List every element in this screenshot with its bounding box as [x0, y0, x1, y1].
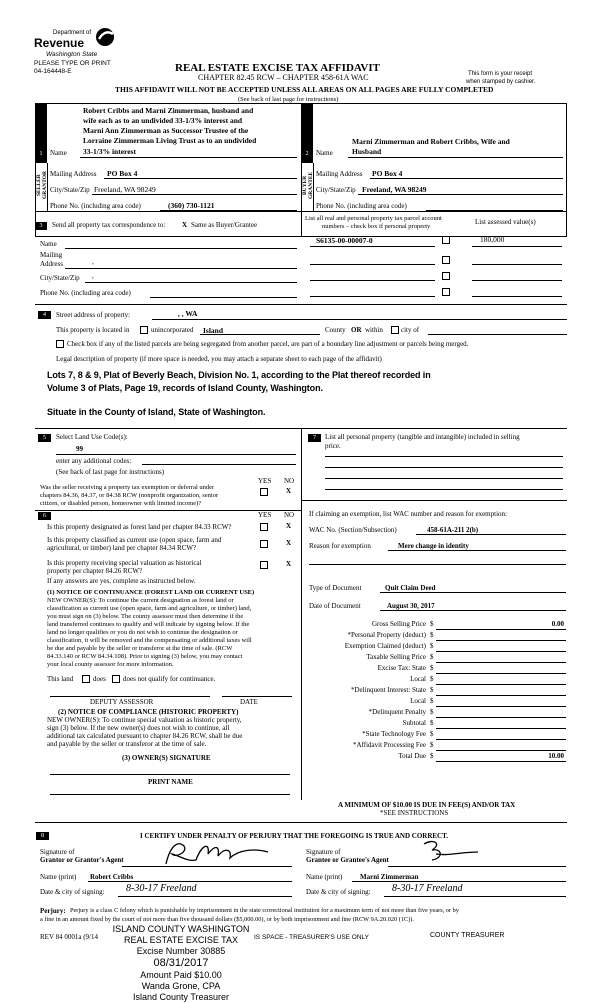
fee-label: *Affidavit Processing Fee	[353, 741, 426, 749]
additional-codes-label: enter any additional codes:	[56, 457, 132, 465]
exemption-label: If claiming an exemption, list WAC number and reason for exemption:	[309, 510, 507, 518]
doc-type-label: Type of Document	[309, 584, 362, 592]
historic-question-1: Is this property receiving special valuation as historical	[47, 559, 202, 567]
parcel-header-2: numbers – check box if personal property	[322, 223, 431, 230]
revenue-logo-icon	[92, 26, 118, 48]
treasurer-use-only: IS SPACE - TREASURER'S USE ONLY	[254, 934, 370, 941]
grantee-signature	[418, 838, 488, 866]
fee-label: *Delinquent Penalty	[368, 708, 426, 716]
open-space-no-x[interactable]: X	[286, 539, 292, 547]
seller-name-line-1: Robert Cribbs and Marni Zimmerman, husband and	[83, 106, 254, 115]
fee-label: Exemption Claimed (deduct)	[344, 642, 426, 650]
buyer-mail-address[interactable]: PO Box 4	[372, 169, 403, 178]
this-land-label: This land	[47, 675, 74, 683]
wac-label: WAC No. (Section/Subsection)	[309, 526, 397, 534]
buyer-name-line-1: Marni Zimmerman and Robert Cribbs, Wife and	[352, 137, 510, 146]
personal-property-label-2: price.	[325, 442, 341, 450]
located-label: This property is located in	[56, 326, 130, 334]
fee-dollar-sign: $	[430, 730, 434, 738]
fee-label: *Personal Property (deduct)	[347, 631, 426, 639]
perjury-label: Perjury:	[40, 907, 66, 915]
buyer-name-line-2[interactable]: Husband	[352, 147, 382, 156]
section-8-number: 8	[36, 832, 49, 840]
notice-continuance-6: classification, it will be removed and the compensating or additional taxes will	[47, 637, 252, 644]
stamp-line-3: Excise Number 30885	[136, 946, 226, 956]
assessor-date-label: DATE	[240, 698, 258, 706]
assessed-value[interactable]: 180,000	[480, 235, 505, 244]
seller-city[interactable]: Freeland, WA 98249	[94, 185, 156, 194]
parcel-personal-checkbox-4[interactable]	[442, 288, 450, 296]
stamp-line-5: Amount Paid $10.00	[140, 970, 222, 980]
stamp-line-2: REAL ESTATE EXCISE TAX	[123, 935, 239, 945]
seller-name-line-3: Marni Ann Zimmerman as Successor Trustee of the	[83, 126, 249, 135]
fee-dollar-sign: $	[430, 686, 434, 694]
section-7-number: 7	[308, 434, 321, 442]
fee-dollar-sign: $	[430, 708, 434, 716]
treasurer-stamp	[106, 924, 256, 1003]
dept-label: Department of	[53, 30, 92, 36]
fee-label: *Delinquent Interest: State	[350, 686, 426, 694]
form-number: 04-164448-E	[34, 68, 72, 75]
seller-mail-label: Mailing Address	[50, 170, 97, 178]
county-treasurer-label: COUNTY TREASURER	[430, 932, 505, 939]
buyer-city[interactable]: Freeland, WA 98249	[362, 185, 427, 194]
receipt-note-2: when stamped by cashier.	[466, 79, 536, 85]
parcel-number[interactable]: S6135-00-00007-0	[316, 236, 373, 245]
grantor-sig-label-1: Signature of	[40, 848, 75, 856]
street-label: Street address of property:	[56, 311, 131, 319]
fee-label: Excise Tax: State	[377, 664, 426, 672]
notice-compliance-1: NEW OWNER(S): To continue special valuation as historic property,	[47, 716, 242, 724]
fee-dollar-sign: $	[430, 642, 434, 650]
grantor-date-label: Date & city of signing:	[40, 888, 105, 896]
parcel-personal-checkbox-2[interactable]	[442, 256, 450, 264]
correspondence-label: Send all property tax correspondence to:	[52, 221, 166, 229]
unincorporated-checkbox[interactable]	[140, 326, 148, 334]
grantee-print-name[interactable]: Marni Zimmerman	[360, 873, 419, 881]
parcel-header-1: List all real and personal property tax parcel account	[305, 215, 442, 222]
doc-date-label: Date of Document	[309, 602, 361, 610]
fee-label: Gross Selling Price	[371, 620, 426, 628]
forest-yes-checkbox[interactable]	[260, 523, 268, 531]
section-4-number: 4	[38, 311, 51, 319]
notice-continuance-3: you must sign on (3) below. The county assessor must then determine if the	[47, 613, 244, 620]
situate-text: Situate in the County of Island, State of Washington.	[47, 407, 266, 417]
rev-number: REV 84 0001a (9/14	[40, 933, 99, 941]
stamp-line-7: Island County Treasurer	[132, 992, 230, 1002]
grantee-sig-label-1: Signature of	[306, 848, 341, 856]
grantor-date-city[interactable]: 8-30-17 Freeland	[126, 883, 197, 894]
buyer-city-label: City/State/Zip	[316, 186, 356, 194]
stamp-line-1: ISLAND COUNTY WASHINGTON	[112, 924, 250, 934]
legal-description-2: Volume 3 of Plats, Page 19, records of Island County, Washington.	[47, 383, 323, 393]
seller-name-line-4: Lorraine Zimmerman Living Trust as to an undivided	[83, 136, 257, 145]
within-label: within	[365, 326, 383, 334]
unincorporated-label: unincorporated	[151, 326, 194, 334]
state-label: Washington State	[46, 51, 98, 58]
buyer-side-label: BUYER GRANTEE	[302, 171, 314, 199]
corr-address[interactable]: ,	[92, 258, 94, 266]
assessed-header: List assessed value(s)	[475, 218, 536, 226]
does-not-checkbox[interactable]	[112, 675, 120, 683]
does-label: does	[93, 675, 106, 683]
notice-continuance-4: land transferred continues to qualify and will indicate by signing below. If the	[47, 621, 250, 628]
street-address[interactable]: , , WA	[178, 309, 198, 318]
doc-date-value[interactable]: August 30, 2017	[387, 602, 435, 610]
seller-city-label: City/State/Zip	[50, 186, 90, 194]
please-type: PLEASE TYPE OR PRINT	[34, 60, 111, 67]
notice-compliance-2: sign (3) below. If the new owner(s) does not wish to continue, all	[47, 724, 230, 732]
fee-value[interactable]: 10.00	[548, 752, 564, 760]
historic-yes-checkbox[interactable]	[260, 561, 268, 569]
see-back-note: (See back of last page for instructions)	[238, 96, 339, 103]
corr-name-label: Name	[40, 240, 57, 248]
city-of-label: city of	[401, 326, 420, 334]
wac-number[interactable]: 458-61A-211 2(b)	[427, 526, 479, 534]
section-5-number: 5	[38, 434, 51, 442]
historic-question-2: property per chapter 84.26 RCW?	[47, 567, 143, 575]
minimum-note: A MINIMUM OF $10.00 IS DUE IN FEE(S) AND/OR TAX	[338, 801, 516, 809]
open-space-yes-checkbox[interactable]	[260, 540, 268, 548]
any-yes-note: If any answers are yes, complete as instructed below.	[47, 577, 196, 585]
personal-property-label-1: List all personal property (tangible and intangible) included in selling	[325, 433, 520, 441]
grantee-print-label: Name (print)	[306, 873, 343, 881]
deputy-assessor-label: DEPUTY ASSESSOR	[90, 698, 154, 706]
fee-label: *State Technology Fee	[362, 730, 426, 738]
perjury-text-1: Perjury is a class C felony which is punishable by imprisonment in the state correctional institution for a maximum term of not more than five years, or by	[70, 907, 459, 914]
fee-dollar-sign: $	[430, 675, 434, 683]
forest-question: Is this property designated as forest land per chapter 84.33 RCW?	[47, 523, 232, 531]
segregated-label: Check box if any of the listed parcels are being segregated from another parcel, are part of a boundary line adjustment or parcels being merged.	[67, 340, 469, 348]
or-label: OR	[351, 326, 362, 334]
notice-compliance-3: additional tax calculated pursuant to chapter 84.26 RCW, shall be due	[47, 732, 243, 740]
reason-label: Reason for exemption	[309, 542, 371, 550]
buyer-mail-label: Mailing Address	[316, 170, 363, 178]
fee-label: Local	[410, 697, 426, 705]
grantor-print-label: Name (print)	[40, 873, 77, 881]
stamp-line-6: Wanda Grone, CPA	[141, 981, 221, 991]
fee-value[interactable]: 0.00	[551, 620, 564, 628]
does-not-label: does not qualify for continuance.	[123, 675, 216, 683]
yes-header-2: YES	[258, 511, 272, 519]
county-label: County	[325, 326, 346, 334]
section-1-number: 1	[35, 150, 47, 158]
notice-continuance-7: be due and payable by the seller or transferor at the time of sale. (RCW	[47, 645, 233, 652]
corr-city[interactable]: ,	[92, 272, 94, 280]
notice-continuance-1: NEW OWNER(S): To continue the current designation as forest land or	[47, 597, 234, 604]
fee-dollar-sign: $	[430, 631, 434, 639]
legal-description-1: Lots 7, 8 & 9, Plat of Beverly Beach, Division No. 1, according to the Plat thereof recorded in	[47, 370, 431, 380]
see-instructions: *SEE INSTRUCTIONS	[380, 809, 449, 817]
corr-city-label: City/State/Zip	[40, 274, 80, 282]
same-as-buyer-label: Same as Buyer/Grantee	[191, 221, 258, 229]
corr-mailing-label: Mailing	[40, 251, 63, 259]
form-chapter: CHAPTER 82.45 RCW – CHAPTER 458-61A WAC	[198, 73, 369, 82]
notice-continuance-8: 84.33.140 or RCW 84.34.108). Prior to signing (3) below, you may contact	[47, 653, 243, 660]
warning-text: THIS AFFIDAVIT WILL NOT BE ACCEPTED UNLESS ALL AREAS ON ALL PAGES ARE FULLY COMPLETED	[115, 85, 494, 94]
yes-header-1: YES	[258, 477, 272, 485]
reason-value[interactable]: Mere change in identity	[398, 542, 469, 550]
county-value[interactable]: Island	[203, 326, 224, 335]
seller-mail-address[interactable]: PO Box 4	[107, 169, 138, 178]
seller-phone[interactable]: (360) 730-1121	[168, 201, 215, 210]
notice-continuance-title: (1) NOTICE OF CONTINUANCE (FOREST LAND OR CURRENT USE)	[47, 589, 255, 596]
seller-side-label: SELLER GRANTOR	[36, 171, 48, 200]
form-title: REAL ESTATE EXCISE TAX AFFIDAVIT	[175, 62, 380, 74]
notice-continuance-5: land no longer qualifies or you do not wish to continue the designation or	[47, 629, 238, 636]
no-header-1: NO	[284, 477, 295, 485]
parcel-personal-checkbox-3[interactable]	[442, 272, 450, 280]
section-6-number: 6	[38, 512, 51, 520]
seller-phone-label: Phone No. (including area code)	[50, 202, 141, 210]
corr-phone-label: Phone No. (including area code)	[40, 289, 131, 297]
does-checkbox[interactable]	[82, 675, 90, 683]
perjury-text-2: a fine in an amount fixed by the court of not more than five thousand dollars ($5,000.00), or by both imprisonment and fine (RCW 9A.20.020 (1C)).	[40, 916, 414, 923]
stamp-line-4: 08/31/2017	[153, 957, 209, 969]
grantee-sig-label-2: Grantee or Grantee's Agent	[306, 856, 389, 864]
grantor-print-name[interactable]: Robert Cribbs	[90, 873, 134, 881]
same-as-buyer-x[interactable]: X	[182, 221, 188, 229]
land-use-code[interactable]: 99	[76, 445, 83, 453]
fee-dollar-sign: $	[430, 719, 434, 727]
notice-compliance-4: and payable by the seller or transferor at the time of sale.	[47, 740, 207, 748]
fee-label: Local	[410, 675, 426, 683]
fee-label: Total Due	[398, 752, 426, 760]
section-3-number: 3	[35, 222, 47, 230]
corr-address-label: Address	[40, 260, 63, 268]
owner-signature-label: (3) OWNER(S) SIGNATURE	[122, 754, 211, 762]
open-space-question-1: Is this property classified as current use (open space, farm and	[47, 536, 222, 544]
doc-type-value[interactable]: Quit Claim Deed	[385, 584, 436, 592]
notice-compliance-title: (2) NOTICE OF COMPLIANCE (HISTORIC PROPERTY)	[58, 708, 239, 716]
legal-description-label: Legal description of property (if more space is needed, you may attach a separate sheet to each page of the affidavit)	[56, 355, 382, 363]
grantee-date-city[interactable]: 8-30-17 Freeland	[392, 883, 463, 894]
open-space-question-2: agricultural, or timber) land per chapter 84.34 RCW?	[47, 544, 197, 552]
notice-continuance-9: your local county assessor for more information.	[47, 661, 174, 668]
fee-dollar-sign: $	[430, 752, 434, 760]
buyer-phone-label: Phone No. (including area code)	[316, 202, 407, 210]
forest-no-x[interactable]: X	[286, 522, 292, 530]
historic-no-x[interactable]: X	[286, 560, 292, 568]
land-use-label: Select Land Use Code(s):	[56, 433, 128, 441]
grantor-signature	[158, 836, 278, 868]
exempt-question-1: Was the seller receiving a property tax exemption or deferral under	[40, 484, 215, 491]
exempt-yes-checkbox[interactable]	[260, 488, 268, 496]
seller-name-last[interactable]: 33-1/3% interest	[83, 147, 136, 156]
print-name-label: PRINT NAME	[148, 778, 193, 786]
fee-dollar-sign: $	[430, 653, 434, 661]
fee-dollar-sign: $	[430, 664, 434, 672]
land-use-see-back: (See back of last page for instructions)	[56, 468, 165, 476]
grantee-date-label: Date & city of signing:	[306, 888, 371, 896]
fee-dollar-sign: $	[430, 741, 434, 749]
receipt-note-1: This form is your receipt	[468, 71, 533, 77]
fee-dollar-sign: $	[430, 697, 434, 705]
segregated-checkbox[interactable]	[56, 340, 64, 348]
certify-statement: I CERTIFY UNDER PENALTY OF PERJURY THAT THE FOREGOING IS TRUE AND CORRECT.	[140, 832, 449, 840]
revenue-logo-text: Revenue	[34, 36, 85, 50]
grantor-sig-label-2: Grantor or Grantor's Agent	[40, 856, 124, 864]
no-header-2: NO	[284, 511, 295, 519]
fee-dollar-sign: $	[430, 620, 434, 628]
fee-label: Subtotal	[402, 719, 426, 727]
section-2-number: 2	[301, 150, 313, 158]
seller-name-line-2: wife each as to an undivided 33-1/3% interest and	[83, 116, 243, 125]
seller-name-label: Name	[50, 149, 67, 157]
buyer-name-label: Name	[316, 149, 333, 157]
fee-label: Taxable Selling Price	[366, 653, 426, 661]
exempt-question-2: chapters 84.36, 84.37, or 84.38 RCW (nonprofit organization, senior	[40, 492, 219, 499]
exempt-no-x[interactable]: X	[286, 487, 292, 495]
notice-continuance-2: classification as current use (open space, farm and agriculture, or timber) land,	[47, 605, 252, 612]
parcel-personal-checkbox-1[interactable]	[442, 236, 450, 244]
exempt-question-3: citizen, or disabled person, homeowner with limited income)?	[40, 500, 202, 507]
city-checkbox[interactable]	[391, 326, 399, 334]
